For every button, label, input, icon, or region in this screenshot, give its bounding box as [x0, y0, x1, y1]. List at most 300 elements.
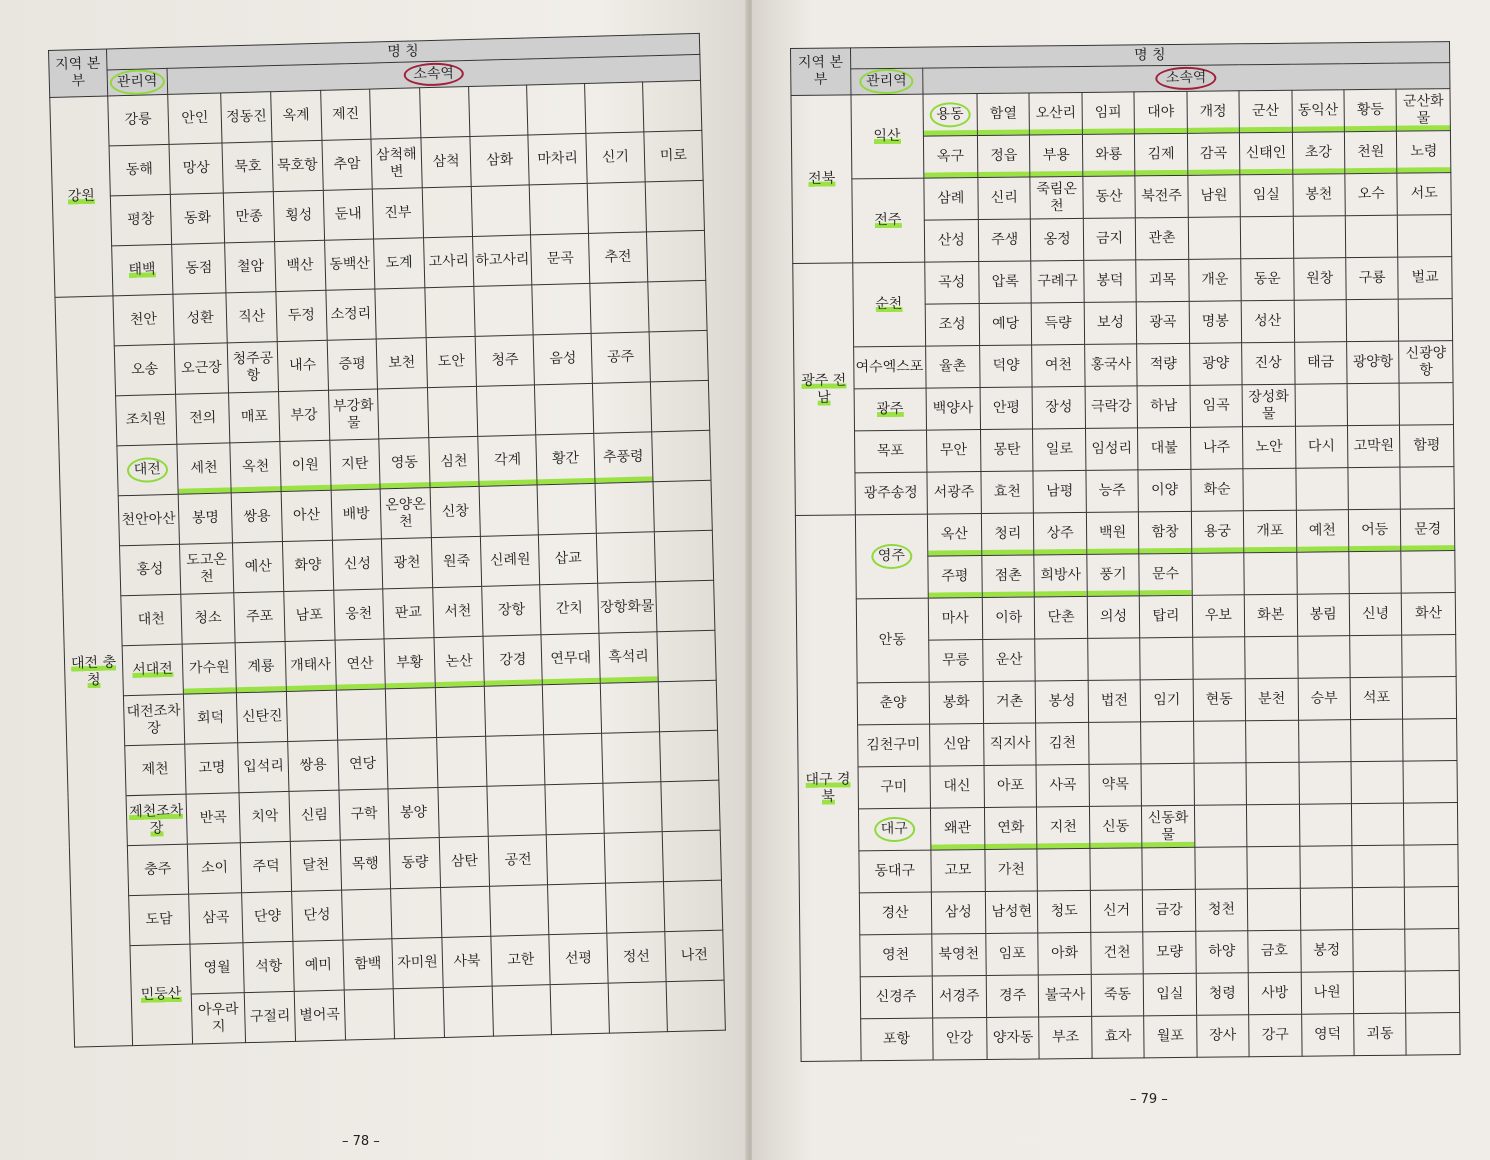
- station-cell: [646, 230, 705, 282]
- station-cell: 약목: [1089, 764, 1142, 807]
- header-sub: 소속역: [922, 63, 1450, 95]
- station-cell: 산성: [924, 220, 979, 263]
- table-row: [801, 1013, 1460, 1062]
- table-row: [800, 929, 1459, 978]
- station-cell: 압록: [979, 261, 1032, 304]
- station-cell: 안강: [932, 1017, 987, 1060]
- station-cell: [548, 883, 607, 934]
- header-mgmt: 관리역: [107, 68, 168, 96]
- table-row: [795, 425, 1454, 474]
- mgmt-station-cell: 광주: [854, 388, 926, 431]
- station-cell: 달천: [290, 840, 341, 891]
- station-cell: 운산: [983, 639, 1036, 682]
- station-cell: [544, 733, 603, 784]
- station-cell: [1141, 721, 1194, 764]
- station-cell: [535, 383, 594, 434]
- station-cell: 심천: [429, 436, 480, 487]
- station-cell: 묵호: [222, 142, 273, 193]
- left-station-table: [48, 33, 726, 1048]
- station-cell: 이하: [982, 597, 1035, 640]
- table-row: [795, 467, 1454, 516]
- station-cell: 흑석리: [599, 632, 658, 683]
- station-cell: 동백산: [324, 239, 375, 290]
- station-cell: [1404, 845, 1458, 888]
- station-cell: 아산: [281, 490, 332, 541]
- station-cell: 상주: [1034, 512, 1087, 555]
- station-cell: 건천: [1091, 932, 1144, 975]
- station-cell: 다시: [1295, 426, 1348, 469]
- station-cell: 서천: [432, 586, 483, 637]
- table-row: [798, 803, 1457, 852]
- station-cell: 부조: [1039, 1016, 1092, 1059]
- station-cell: [662, 830, 721, 882]
- station-cell: 청도: [1038, 890, 1091, 933]
- station-cell: 옥산: [927, 514, 982, 557]
- table-row: [796, 593, 1455, 642]
- station-cell: 봉천: [1292, 174, 1345, 217]
- station-cell: 청령: [1196, 973, 1249, 1016]
- station-cell: 내수: [277, 340, 328, 391]
- station-cell: 도계: [374, 238, 425, 289]
- station-cell: 승부: [1298, 678, 1351, 721]
- mgmt-station-cell: 오송: [114, 344, 175, 396]
- station-cell: 망상: [169, 143, 224, 194]
- station-cell: 치악: [239, 791, 290, 842]
- mgmt-station-cell: 동대구: [859, 850, 931, 893]
- table-row: [799, 845, 1458, 894]
- station-cell: [477, 385, 536, 436]
- station-cell: 장항: [482, 585, 541, 636]
- station-cell: 고한: [491, 935, 550, 986]
- station-cell: 희방사: [1034, 554, 1087, 597]
- station-cell: 오근장: [174, 343, 229, 394]
- station-cell: [642, 80, 701, 132]
- station-cell: 신창: [430, 486, 481, 537]
- station-cell: [1402, 635, 1456, 678]
- table-row: [797, 677, 1456, 726]
- station-cell: 전의: [175, 393, 230, 444]
- station-cell: 부강: [279, 390, 330, 441]
- station-cell: 남포: [284, 590, 335, 641]
- station-cell: 백산: [275, 240, 326, 291]
- station-cell: [375, 288, 426, 339]
- station-cell: [286, 690, 337, 741]
- station-cell: [1406, 1013, 1460, 1056]
- table-row: [799, 887, 1458, 936]
- station-cell: [604, 832, 663, 883]
- station-cell: 대야: [1134, 91, 1187, 134]
- station-cell: 의성: [1087, 596, 1140, 639]
- station-cell: [1247, 846, 1300, 889]
- station-cell: [527, 83, 586, 134]
- station-cell: 괴목: [1136, 259, 1189, 302]
- station-cell: 화본: [1244, 594, 1297, 637]
- mgmt-station-cell: 민둥산: [130, 944, 193, 1046]
- station-cell: 동량: [389, 838, 440, 889]
- station-cell: 제진: [320, 89, 371, 140]
- mgmt-station-cell: 대구: [858, 808, 930, 851]
- station-cell: 삼성: [931, 892, 986, 935]
- station-cell: 예미: [293, 940, 344, 991]
- station-cell: [585, 82, 644, 133]
- station-cell: 단성: [292, 890, 343, 941]
- station-cell: 광양항: [1347, 341, 1400, 384]
- station-cell: [1347, 383, 1400, 426]
- station-cell: 각계: [478, 435, 537, 486]
- mgmt-station-cell: 여수엑스포: [853, 346, 925, 389]
- station-cell: 예산: [233, 542, 284, 593]
- station-cell: 직산: [226, 292, 277, 343]
- station-cell: 양자동: [987, 1017, 1040, 1060]
- station-cell: 원죽: [431, 536, 482, 587]
- station-cell: 동산: [1083, 176, 1136, 219]
- station-cell: [370, 88, 421, 139]
- station-cell: 동점: [171, 243, 226, 294]
- station-cell: 예천: [1296, 510, 1349, 553]
- mgmt-station-cell: 김천구미: [857, 724, 929, 767]
- station-cell: [1351, 719, 1404, 762]
- station-cell: 동운: [1241, 258, 1294, 301]
- station-cell: 고막원: [1347, 425, 1400, 468]
- station-cell: 둔내: [323, 189, 374, 240]
- station-cell: [592, 382, 651, 433]
- table-row: [791, 89, 1450, 138]
- station-cell: [486, 735, 545, 786]
- station-cell: 봉림: [1297, 594, 1350, 637]
- station-cell: 용동: [923, 94, 978, 137]
- station-cell: 곡성: [924, 262, 979, 305]
- station-cell: 덕양: [980, 345, 1033, 388]
- station-cell: [393, 987, 444, 1038]
- header-mgmt: 관리역: [850, 68, 922, 95]
- station-cell: 소이: [187, 843, 242, 894]
- station-cell: [656, 580, 715, 632]
- mgmt-station-cell: 평창: [110, 194, 171, 246]
- station-cell: 논산: [434, 636, 485, 687]
- station-cell: 개운: [1188, 259, 1241, 302]
- station-cell: 북전주: [1135, 175, 1188, 218]
- mgmt-station-cell: 강릉: [108, 94, 169, 146]
- station-cell: [474, 285, 533, 336]
- station-cell: [336, 689, 387, 740]
- station-cell: 신성: [332, 539, 383, 590]
- station-cell: 청천: [1195, 889, 1248, 932]
- station-cell: 부용: [1030, 134, 1083, 177]
- station-cell: 옥천: [230, 442, 281, 493]
- table-row: [794, 383, 1453, 432]
- station-cell: [1295, 468, 1348, 511]
- station-cell: [1404, 803, 1458, 846]
- station-cell: 김제: [1135, 133, 1188, 176]
- station-cell: 조성: [925, 304, 980, 347]
- station-cell: [1351, 803, 1404, 846]
- station-cell: [1400, 467, 1454, 510]
- station-cell: 함백: [343, 939, 394, 990]
- station-cell: 오산리: [1029, 92, 1082, 135]
- station-cell: [469, 85, 528, 136]
- station-cell: [1298, 720, 1351, 763]
- station-cell: 동익산: [1292, 90, 1345, 133]
- mgmt-station-cell: 광주송정: [855, 472, 927, 515]
- station-cell: 득량: [1032, 302, 1085, 345]
- region-cell: 전북: [791, 95, 852, 264]
- station-cell: [438, 786, 489, 837]
- station-cell: 우보: [1192, 595, 1245, 638]
- station-cell: 임실: [1240, 174, 1293, 217]
- station-cell: 원창: [1293, 258, 1346, 301]
- station-cell: 입석리: [238, 741, 289, 792]
- station-cell: [1405, 929, 1459, 972]
- table-row: [794, 341, 1453, 390]
- station-cell: 안인: [167, 93, 222, 144]
- station-cell: 석항: [243, 941, 294, 992]
- station-cell: [1247, 804, 1300, 847]
- station-cell: 지탄: [329, 439, 380, 490]
- station-cell: [658, 680, 717, 732]
- station-cell: 군산화물: [1396, 89, 1450, 132]
- station-cell: 황등: [1344, 89, 1397, 132]
- station-cell: 광곡: [1136, 301, 1189, 344]
- station-cell: 지천: [1037, 806, 1090, 849]
- station-cell: 마사: [928, 598, 983, 641]
- station-cell: [652, 430, 711, 482]
- station-cell: 임기: [1140, 679, 1193, 722]
- station-cell: 노령: [1397, 131, 1451, 174]
- station-cell: [391, 888, 442, 939]
- mgmt-station-cell: 동해: [109, 144, 170, 196]
- station-cell: 개태사: [285, 640, 336, 691]
- station-cell: 진부: [372, 188, 423, 239]
- mgmt-station-cell: 태백: [111, 244, 172, 296]
- station-cell: 문수: [1139, 553, 1192, 596]
- station-cell: [1194, 763, 1247, 806]
- station-cell: 마차리: [528, 133, 587, 184]
- mgmt-station-cell: 대전: [117, 444, 178, 496]
- region-cell: 대구 경북: [795, 515, 860, 1062]
- mgmt-station-cell: 경산: [859, 892, 931, 935]
- station-cell: 고사리: [423, 236, 474, 287]
- station-cell: 봉성: [1036, 680, 1089, 723]
- station-cell: 하양: [1195, 931, 1248, 974]
- station-cell: 아우라지: [191, 993, 246, 1044]
- station-cell: 법전: [1088, 680, 1141, 723]
- station-cell: 신기: [586, 132, 645, 183]
- station-cell: 장항화물: [598, 582, 657, 633]
- station-cell: 용궁: [1191, 511, 1244, 554]
- mgmt-station-cell: 구미: [858, 766, 930, 809]
- station-cell: [654, 530, 713, 582]
- station-cell: [550, 983, 609, 1034]
- station-cell: [648, 280, 707, 332]
- station-cell: 연화: [984, 807, 1037, 850]
- station-cell: 임포: [986, 933, 1039, 976]
- mgmt-station-cell: 영천: [859, 934, 931, 977]
- station-cell: 구례구: [1031, 260, 1084, 303]
- station-cell: 백양사: [926, 388, 981, 431]
- station-cell: [1294, 300, 1347, 343]
- station-cell: 광천: [382, 538, 433, 589]
- mgmt-station-cell: 대전조차장: [123, 694, 184, 746]
- station-cell: 몽탄: [981, 429, 1034, 472]
- station-cell: [493, 985, 552, 1036]
- station-cell: 극락강: [1085, 386, 1138, 429]
- station-cell: 거촌: [983, 681, 1036, 724]
- station-cell: 봉명: [178, 493, 233, 544]
- station-cell: 하고사리: [473, 235, 532, 286]
- mgmt-station-cell: 천안아산: [118, 494, 179, 546]
- station-cell: 부강화물: [328, 389, 379, 440]
- station-cell: 진상: [1242, 342, 1295, 385]
- station-cell: 효천: [981, 471, 1034, 514]
- station-cell: [1188, 217, 1241, 260]
- station-cell: 사북: [442, 936, 493, 987]
- station-cell: 안평: [980, 387, 1033, 430]
- station-cell: [1295, 384, 1348, 427]
- station-cell: 감곡: [1187, 133, 1240, 176]
- station-cell: 와룡: [1082, 134, 1135, 177]
- station-cell: [650, 380, 709, 432]
- station-cell: 삽교: [539, 533, 598, 584]
- station-cell: 임성리: [1085, 428, 1138, 471]
- station-cell: 부황: [384, 638, 435, 689]
- mgmt-station-cell: 안동: [856, 598, 929, 683]
- station-cell: 구학: [339, 789, 390, 840]
- station-cell: [600, 682, 659, 733]
- station-cell: 함평: [1400, 425, 1454, 468]
- station-cell: [661, 780, 720, 832]
- station-cell: [1090, 848, 1143, 891]
- mgmt-station-cell: 전주: [851, 178, 924, 263]
- station-cell: 웅천: [333, 589, 384, 640]
- station-cell: [1195, 847, 1248, 890]
- station-cell: [1399, 383, 1453, 426]
- header-region: 지역 본부: [791, 48, 851, 96]
- station-cell: [1240, 216, 1293, 259]
- station-cell: 삼척: [421, 136, 472, 187]
- station-cell: 서도: [1397, 173, 1451, 216]
- station-cell: 장사: [1196, 1015, 1249, 1058]
- station-cell: 보성: [1084, 302, 1137, 345]
- station-cell: 화양: [282, 540, 333, 591]
- station-cell: 봉덕: [1084, 260, 1137, 303]
- station-cell: [344, 989, 395, 1040]
- station-cell: [387, 738, 438, 789]
- station-cell: [1243, 468, 1296, 511]
- station-cell: 정읍: [977, 135, 1030, 178]
- station-cell: 홍국사: [1084, 344, 1137, 387]
- mgmt-station-cell: 신경주: [860, 976, 932, 1019]
- station-cell: 연당: [337, 739, 388, 790]
- station-cell: 광양: [1189, 343, 1242, 386]
- station-cell: 성산: [1241, 300, 1294, 343]
- station-cell: [1348, 467, 1401, 510]
- station-cell: 하남: [1137, 385, 1190, 428]
- station-cell: 문곡: [531, 233, 590, 284]
- station-cell: [427, 386, 478, 437]
- page-number: – 79 –: [1130, 1092, 1168, 1107]
- station-cell: [443, 986, 494, 1037]
- station-cell: 태금: [1294, 342, 1347, 385]
- station-cell: [1350, 635, 1403, 678]
- station-cell: [663, 880, 722, 932]
- station-cell: 매포: [229, 392, 280, 443]
- station-cell: 연산: [335, 639, 386, 690]
- station-cell: 화산: [1402, 593, 1456, 636]
- station-cell: [1352, 887, 1405, 930]
- station-cell: [1299, 762, 1352, 805]
- station-cell: [1399, 299, 1453, 342]
- station-cell: 서광주: [926, 472, 981, 515]
- station-cell: 탑리: [1140, 595, 1193, 638]
- station-cell: 김천: [1036, 722, 1089, 765]
- station-cell: 함창: [1139, 511, 1192, 554]
- station-cell: 문경: [1401, 509, 1455, 552]
- station-cell: 벌교: [1398, 257, 1452, 300]
- station-cell: [1403, 761, 1457, 804]
- station-cell: [1351, 761, 1404, 804]
- station-cell: 고명: [184, 743, 239, 794]
- station-cell: [1406, 971, 1460, 1014]
- station-cell: 봉정: [1300, 930, 1353, 973]
- station-cell: [596, 532, 655, 583]
- mgmt-station-cell: 조치원: [115, 394, 176, 446]
- station-cell: 가수원: [182, 643, 237, 694]
- station-cell: 강경: [483, 635, 542, 686]
- station-cell: 풍기: [1087, 554, 1140, 597]
- mgmt-station-cell: 제천조차장: [126, 794, 187, 846]
- station-cell: 이양: [1138, 469, 1191, 512]
- station-cell: [532, 283, 591, 334]
- mgmt-station-cell: 익산: [851, 94, 924, 179]
- station-cell: 성환: [173, 293, 228, 344]
- station-cell: [1035, 638, 1088, 681]
- station-cell: [1403, 677, 1457, 720]
- station-cell: [1345, 215, 1398, 258]
- station-cell: 세천: [177, 443, 232, 494]
- station-cell: 명봉: [1189, 301, 1242, 344]
- station-cell: 추암: [322, 139, 373, 190]
- station-cell: 쌍용: [288, 740, 339, 791]
- station-cell: 선평: [549, 933, 608, 984]
- station-cell: 율촌: [925, 346, 980, 389]
- mgmt-station-cell: 제천: [125, 744, 186, 796]
- station-cell: 가천: [985, 849, 1038, 892]
- station-cell: [479, 485, 538, 536]
- right-station-table: [790, 41, 1461, 1062]
- station-cell: 주포: [234, 592, 285, 643]
- station-cell: 옥계: [271, 90, 322, 141]
- station-cell: 금강: [1143, 889, 1196, 932]
- station-cell: 쌍용: [232, 492, 283, 543]
- station-cell: 대신: [930, 766, 985, 809]
- station-cell: 주생: [978, 219, 1031, 262]
- station-cell: [545, 783, 604, 834]
- station-cell: [490, 885, 549, 936]
- station-cell: [653, 480, 712, 532]
- station-cell: [1349, 551, 1402, 594]
- station-cell: [666, 980, 725, 1032]
- station-cell: 반곡: [186, 793, 241, 844]
- station-cell: 회덕: [183, 693, 238, 744]
- station-cell: 신거: [1090, 890, 1143, 933]
- station-cell: 임피: [1082, 92, 1135, 135]
- station-cell: 신례원: [481, 535, 540, 586]
- station-cell: 무안: [926, 430, 981, 473]
- station-cell: 왜관: [930, 808, 985, 851]
- station-cell: 배방: [331, 489, 382, 540]
- station-cell: 죽림온천: [1030, 176, 1083, 219]
- station-cell: 주덕: [241, 841, 292, 892]
